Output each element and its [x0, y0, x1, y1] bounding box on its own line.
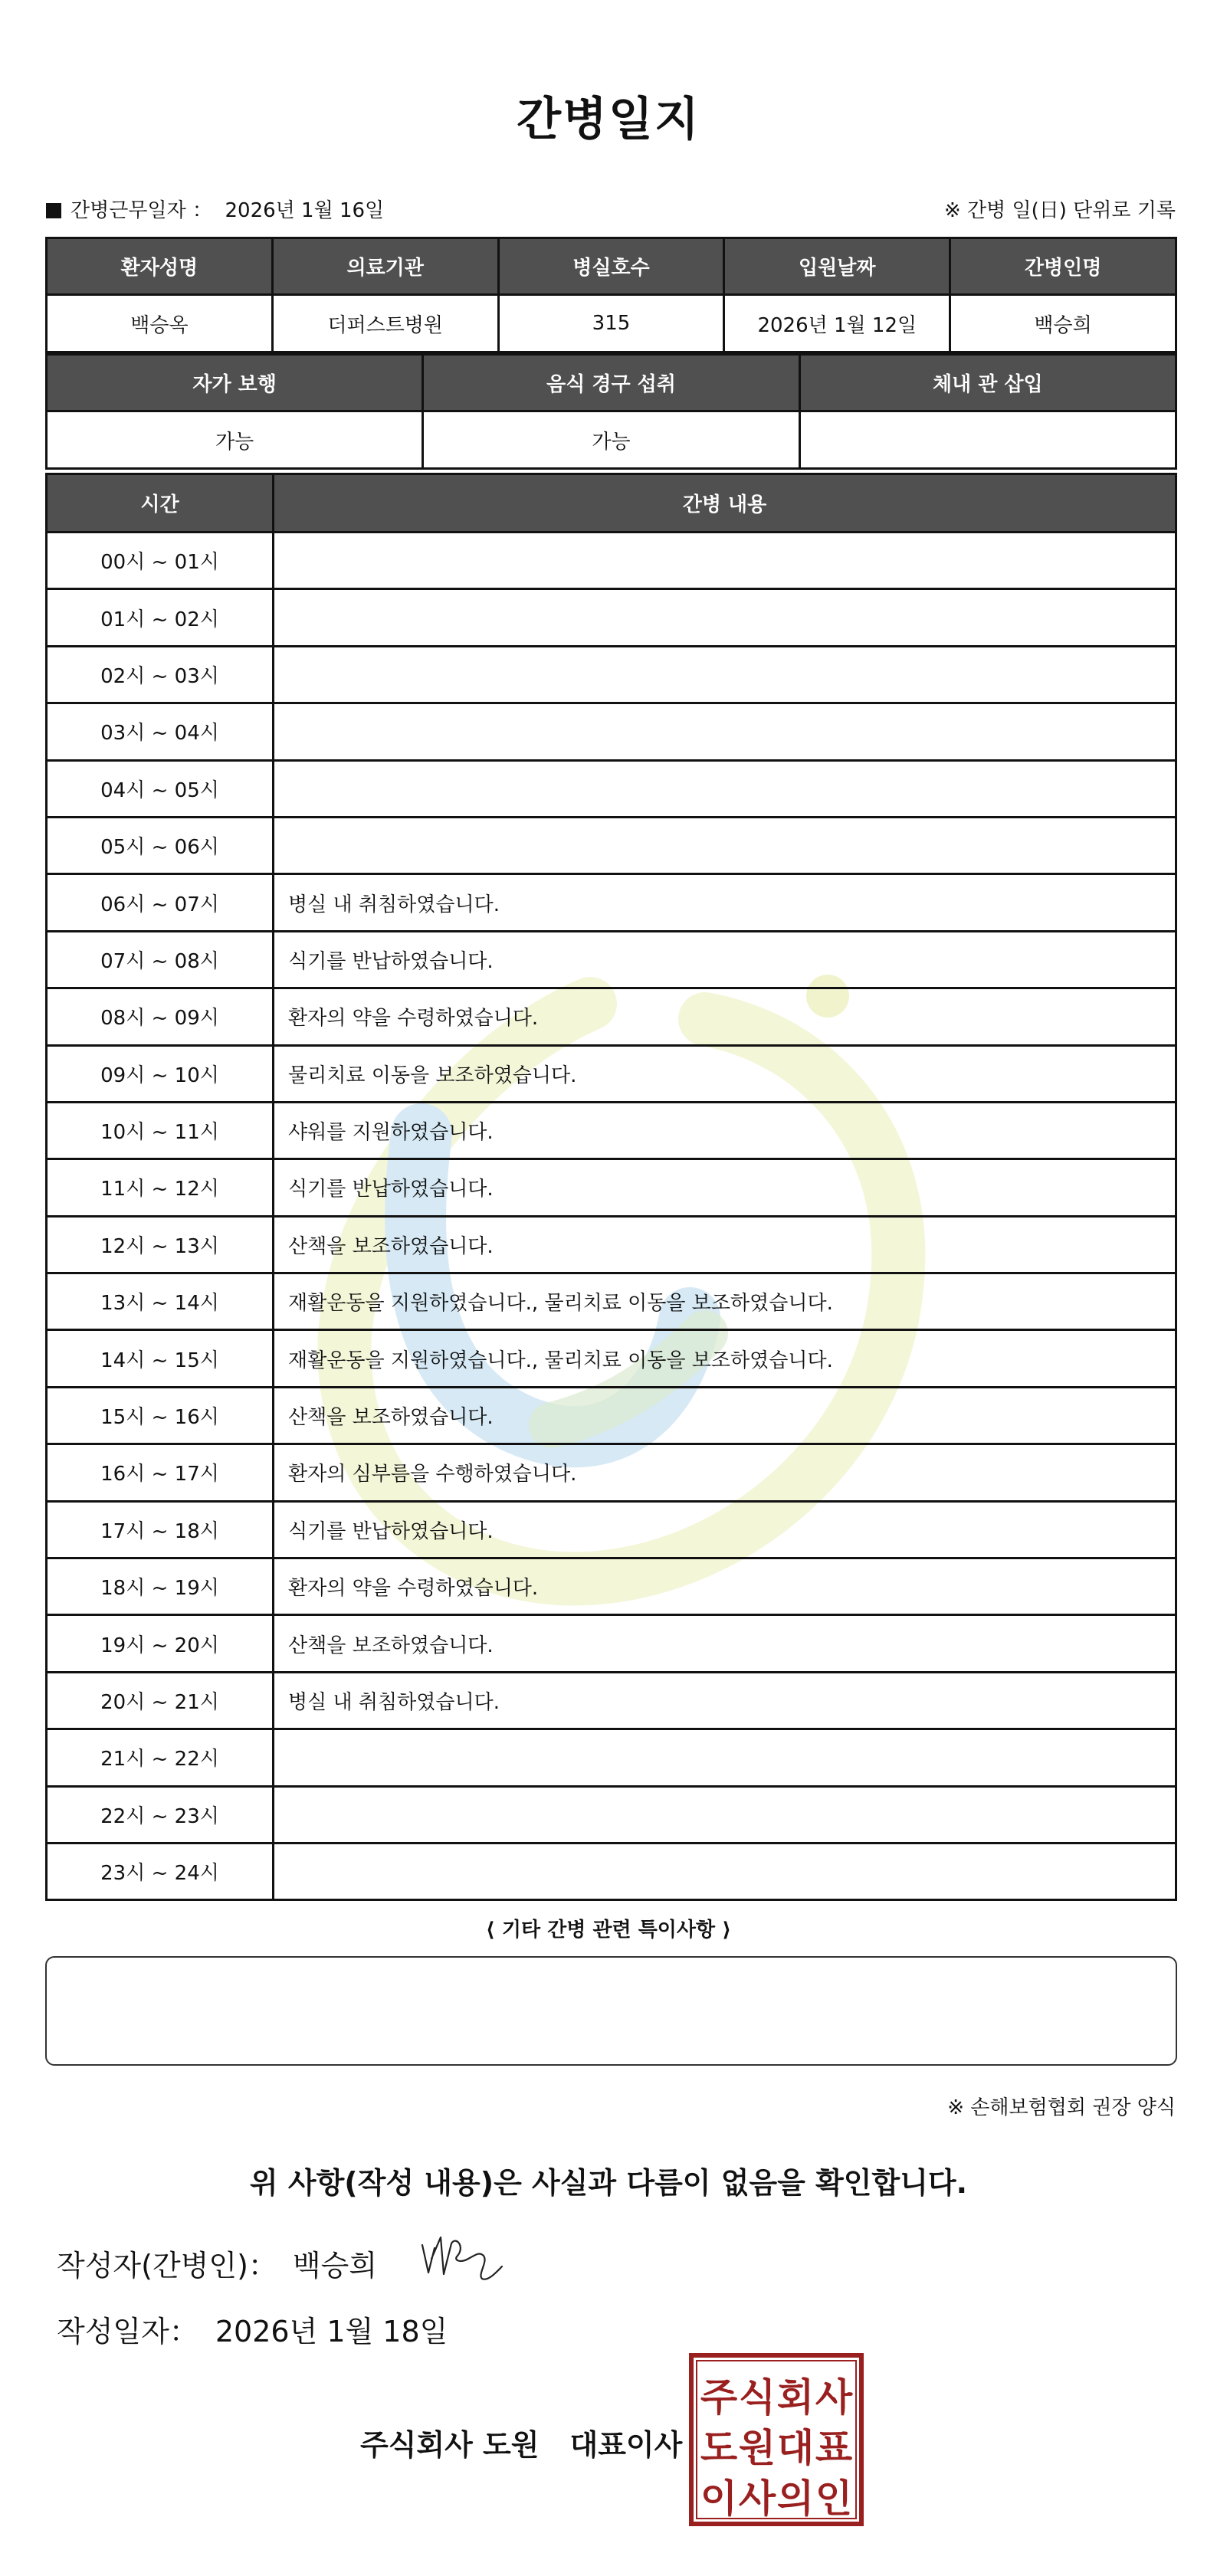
seal-character: 사 — [815, 2375, 853, 2420]
table-row — [47, 988, 1176, 1045]
time-cell: 11시 ~ 12시 — [47, 1159, 274, 1216]
written-date-label: 작성일자： — [57, 2315, 198, 2348]
header-hospital: 의료기관 — [272, 238, 498, 295]
square-bullet-icon — [46, 203, 61, 218]
seal-character: 대 — [776, 2426, 815, 2470]
care-content-cell: 식기를 반납하였습니다. — [274, 1501, 1176, 1558]
care-content-cell: 재활운동을 지원하였습니다., 물리치료 이동을 보조하였습니다. — [274, 1330, 1176, 1387]
table-row — [47, 1501, 1176, 1558]
table-row — [47, 1729, 1176, 1786]
table-row — [47, 931, 1176, 988]
care-content-cell: 샤워를 지원하였습니다. — [274, 1102, 1176, 1159]
time-cell: 23시 ~ 24시 — [47, 1843, 274, 1899]
table-row — [47, 1672, 1176, 1729]
seal-character: 주 — [700, 2375, 738, 2420]
care-content-cell: 산책을 보조하였습니다. — [274, 1216, 1176, 1273]
table-row — [47, 1045, 1176, 1102]
care-content-cell — [274, 817, 1176, 873]
care-content-cell — [274, 1786, 1176, 1843]
company-ceo-title: 대표이사 — [569, 2428, 683, 2462]
table-row — [47, 1558, 1176, 1615]
admission-date: 2026년 1월 12일 — [724, 295, 950, 352]
seal-character: 표 — [815, 2426, 853, 2470]
header-walking: 자가 보행 — [47, 355, 423, 411]
time-cell: 08시 ~ 09시 — [47, 988, 274, 1045]
hospital-name: 더퍼스트병원 — [272, 295, 498, 352]
table-row — [47, 760, 1176, 817]
header-admission-date: 입원날짜 — [724, 238, 950, 295]
seal-character: 사 — [738, 2476, 776, 2521]
time-cell: 12시 ~ 13시 — [47, 1216, 274, 1273]
patient-status-table — [45, 353, 1177, 470]
table-row — [47, 1273, 1176, 1330]
tube-status — [799, 411, 1176, 469]
care-content-cell — [274, 589, 1176, 646]
header-care-content: 간병 내용 — [274, 474, 1176, 533]
writer-label: 작성자(간병인)： — [57, 2249, 277, 2283]
care-content-cell: 환자의 심부름을 수행하였습니다. — [274, 1444, 1176, 1501]
care-date — [46, 195, 384, 223]
table-row — [47, 1330, 1176, 1387]
table-row — [47, 1444, 1176, 1501]
time-cell: 21시 ~ 22시 — [47, 1729, 274, 1786]
seal-character: 이 — [700, 2476, 738, 2521]
care-date-value: 2026년 1월 16일 — [225, 199, 385, 222]
care-content-cell: 산책을 보조하였습니다. — [274, 1615, 1176, 1672]
table-row — [47, 589, 1176, 646]
care-content-cell: 식기를 반납하였습니다. — [274, 931, 1176, 988]
seal-character: 도 — [700, 2426, 738, 2470]
table-row — [47, 817, 1176, 873]
page-title: 간병일지 — [517, 93, 700, 146]
table-row — [47, 1102, 1176, 1159]
table-row — [47, 1159, 1176, 1216]
care-content-cell: 재활운동을 지원하였습니다., 물리치료 이동을 보조하였습니다. — [274, 1273, 1176, 1330]
seal-character: 인 — [815, 2476, 853, 2521]
time-cell: 19시 ~ 20시 — [47, 1615, 274, 1672]
care-content-cell — [274, 703, 1176, 760]
room-number: 315 — [498, 295, 724, 352]
time-cell: 09시 ~ 10시 — [47, 1045, 274, 1102]
care-content-cell — [274, 533, 1176, 589]
time-cell: 05시 ~ 06시 — [47, 817, 274, 873]
care-content-cell: 물리치료 이동을 보조하였습니다. — [274, 1045, 1176, 1102]
time-cell: 02시 ~ 03시 — [47, 646, 274, 703]
written-date-value: 2026년 1월 18일 — [215, 2315, 448, 2348]
time-cell: 00시 ~ 01시 — [47, 533, 274, 589]
time-cell: 03시 ~ 04시 — [47, 703, 274, 760]
written-date-line — [57, 2308, 448, 2350]
care-content-cell: 병실 내 취침하였습니다. — [274, 874, 1176, 931]
table-row — [47, 1786, 1176, 1843]
recommend-note: ※ 손해보험협회 권장 양식 — [947, 2096, 1176, 2119]
time-cell: 06시 ~ 07시 — [47, 874, 274, 931]
table-row — [47, 1615, 1176, 1672]
care-content-cell — [274, 1843, 1176, 1899]
writer-line — [57, 2242, 377, 2284]
time-cell: 13시 ~ 14시 — [47, 1273, 274, 1330]
patient-info-table — [45, 237, 1177, 353]
company-line — [360, 2421, 682, 2463]
care-content-cell — [274, 1729, 1176, 1786]
care-date-label: 간병근무일자 ： — [71, 199, 212, 222]
patient-name: 백승옥 — [47, 295, 273, 352]
table-row — [47, 1387, 1176, 1444]
table-row — [47, 1216, 1176, 1273]
special-notes-box — [45, 1956, 1177, 2066]
table-row — [47, 1843, 1176, 1899]
header-tube: 체내 관 삽입 — [799, 355, 1176, 411]
time-cell: 10시 ~ 11시 — [47, 1102, 274, 1159]
time-cell: 17시 ~ 18시 — [47, 1501, 274, 1558]
time-cell: 22시 ~ 23시 — [47, 1786, 274, 1843]
table-row — [47, 703, 1176, 760]
header-oral-intake: 음식 경구 섭취 — [423, 355, 799, 411]
oral-intake-status: 가능 — [423, 411, 799, 469]
care-content-cell — [274, 646, 1176, 703]
time-cell: 15시 ~ 16시 — [47, 1387, 274, 1444]
walking-status: 가능 — [47, 411, 423, 469]
table-row — [47, 874, 1176, 931]
handwritten-signature — [418, 2228, 510, 2285]
seal-character: 식 — [738, 2375, 776, 2420]
time-cell: 20시 ~ 21시 — [47, 1672, 274, 1729]
time-cell: 01시 ~ 02시 — [47, 589, 274, 646]
special-notes-title: ⟨ 기타 간병 관련 특이사항 ⟩ — [485, 1919, 732, 1942]
time-cell: 07시 ~ 08시 — [47, 931, 274, 988]
care-content-cell — [274, 760, 1176, 817]
care-content-cell: 환자의 약을 수령하였습니다. — [274, 1558, 1176, 1615]
confirmation-statement: 위 사항(작성 내용)은 사실과 다름이 없음을 확인합니다. — [249, 2166, 968, 2200]
company-name: 주식회사 도원 — [360, 2428, 540, 2462]
care-content-cell: 산책을 보조하였습니다. — [274, 1387, 1176, 1444]
table-row — [47, 646, 1176, 703]
header-patient-name: 환자성명 — [47, 238, 273, 295]
header-room: 병실호수 — [498, 238, 724, 295]
time-cell: 16시 ~ 17시 — [47, 1444, 274, 1501]
time-cell: 18시 ~ 19시 — [47, 1558, 274, 1615]
company-seal-stamp — [688, 2352, 864, 2527]
seal-character: 회 — [776, 2375, 815, 2420]
table-row — [47, 533, 1176, 589]
care-log-table — [45, 473, 1177, 1901]
caregiver-name: 백승희 — [950, 295, 1176, 352]
time-cell: 04시 ~ 05시 — [47, 760, 274, 817]
care-content-cell: 병실 내 취침하였습니다. — [274, 1672, 1176, 1729]
seal-character: 의 — [776, 2476, 815, 2521]
care-content-cell: 환자의 약을 수령하였습니다. — [274, 988, 1176, 1045]
time-cell: 14시 ~ 15시 — [47, 1330, 274, 1387]
care-content-cell: 식기를 반납하였습니다. — [274, 1159, 1176, 1216]
record-note: ※ 간병 일(日) 단위로 기록 — [943, 199, 1176, 222]
header-time: 시간 — [47, 474, 274, 533]
header-caregiver-name: 간병인명 — [950, 238, 1176, 295]
writer-name: 백승희 — [292, 2249, 378, 2283]
seal-character: 원 — [738, 2426, 776, 2470]
